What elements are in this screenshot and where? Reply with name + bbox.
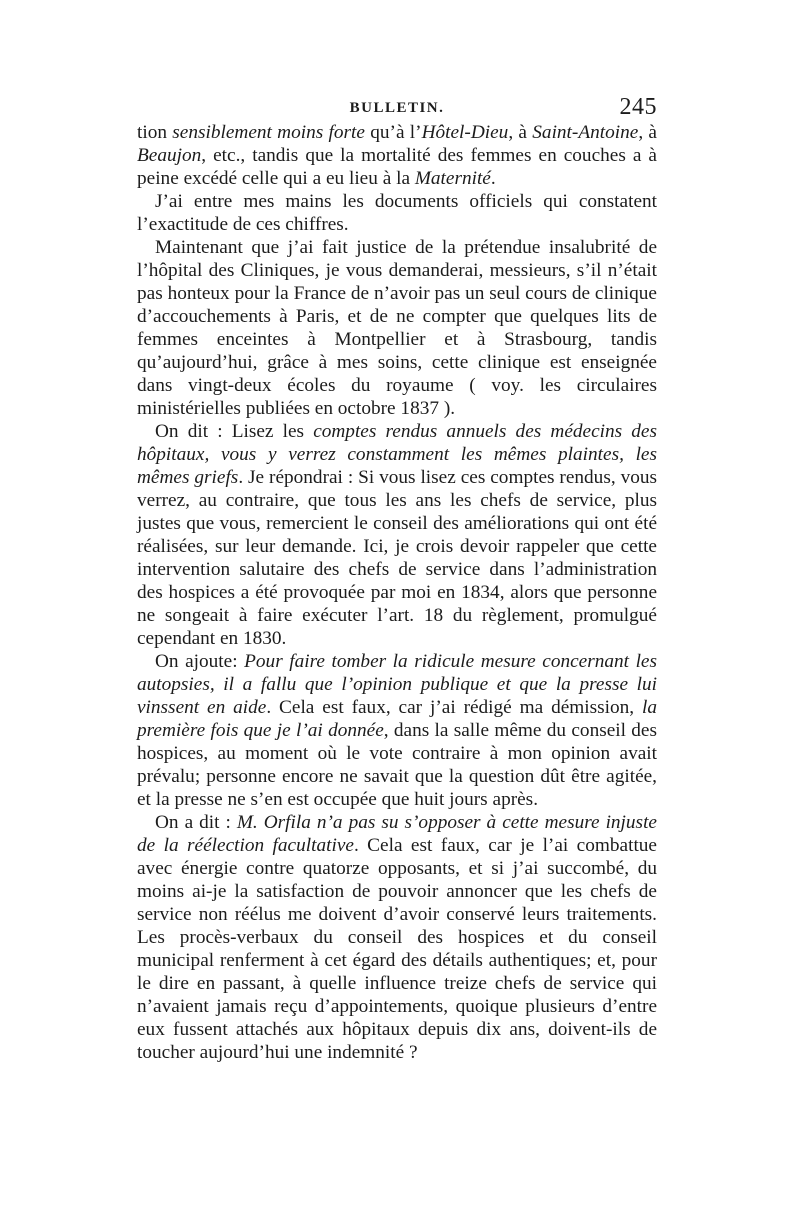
paragraph (137, 420, 657, 650)
italic-text-segment: Pour faire tomber la ridicule mesure concernant les autopsies, il a fallu que l’opinion publique et que la presse lui vinssent en aide (137, 651, 657, 718)
text-segment: . Cela est faux, car je l’ai combattue avec énergie contre quatorze opposants, et si j’ai succombé, du moins ai-je la satisfaction de pouvoir annoncer que les chefs de service non réélus me doivent d’avoir conservé leurs traitements. Les procès-verbaux du conseil des hospices et du conseil municipal renferment à cet égard des détails authentiques; et, pour le dire en passant, à quelle influence treize chefs de service qui n’avaient jamais reçu d’appointements, quoique plusieurs d’entre eux fussent attachés aux hôpitaux depuis dix ans, doivent-ils de toucher aujourd’hui une indemnité ? (137, 835, 657, 1063)
italic-text-segment: Beaujon (137, 145, 202, 166)
running-title: BULLETIN. (349, 100, 445, 116)
text-segment: qu’à l’ (364, 122, 422, 143)
text-segment: tion (137, 122, 173, 143)
text-segment: . Cela est faux, car j’ai rédigé ma démission, (266, 697, 643, 718)
italic-text-segment: sensiblement moins forte (172, 122, 365, 143)
text-segment: . Je répondrai : Si vous lisez ces comptes rendus, vous verrez, au contraire, que tous les ans les chefs de service, plus justes que vous, remercient le conseil des améliorations qui ont été réalisées, sur leur demande. Ici, je crois devoir rappeler que cette intervention salutaire des chefs de service dans l’administration des hospices a été provoquée par moi en 1834, alors que personne ne songeait à faire exécuter l’art. 18 du règlement, promulgué cependant en 1830. (137, 467, 657, 649)
paragraph (137, 811, 657, 1064)
paragraph (137, 650, 657, 811)
text-segment: , à (638, 122, 657, 143)
text-segment: . (490, 168, 496, 189)
italic-text-segment: Saint-Antoine (532, 122, 639, 143)
italic-text-segment: comptes rendus annuels des médecins des hôpitaux, vous y verrez constamment les mêmes plaintes, les mêmes griefs (137, 421, 657, 488)
text-segment: Maintenant que j’ai fait justice de la prétendue insalubrité de l’hôpital des Cliniques, je vous demanderai, messieurs, s’il n’était pas honteux pour la France de n’avoir pas un seul cours de clinique d’accouchements à Paris, et de ne compter que quelques lits de femmes enceintes à Montpellier et à Strasbourg, tandis qu’aujourd’hui, grâce à mes soins, cette clinique est enseignée dans vingt-deux écoles du royaume ( voy. les circulaires ministérielles publiées en octobre 1837 ). (137, 237, 657, 419)
body-text (137, 121, 657, 1064)
paragraph (137, 236, 657, 420)
text-segment: On a dit : (155, 812, 237, 833)
text-segment: , dans la salle même du conseil des hospices, au moment où le vote contraire à mon opinion avait prévalu; personne encore ne savait que la question dût être agitée, et la presse ne s’en est occupée que huit jours après. (137, 720, 657, 810)
italic-text-segment: la première fois que je l’ai donnée (137, 697, 658, 741)
page-number: 245 (619, 94, 657, 120)
text-segment: On dit : Lisez les (155, 421, 314, 442)
paragraph (137, 121, 657, 190)
text-segment: On ajoute: (155, 651, 245, 672)
text-segment: J’ai entre mes mains les documents officiels qui constatent l’exactitude de ces chiffres. (137, 191, 657, 235)
text-segment: , à (508, 122, 533, 143)
italic-text-segment: Maternité (414, 168, 491, 189)
italic-text-segment: Hôtel-Dieu (421, 122, 509, 143)
text-segment: , etc., tandis que la mortalité des femmes en couches a à peine excédé celle qui a eu lieu à la (137, 145, 657, 189)
italic-text-segment: M. Orfila n’a pas su s’opposer à cette mesure injuste de la réélection facultative (137, 812, 657, 856)
paragraph (137, 190, 657, 236)
